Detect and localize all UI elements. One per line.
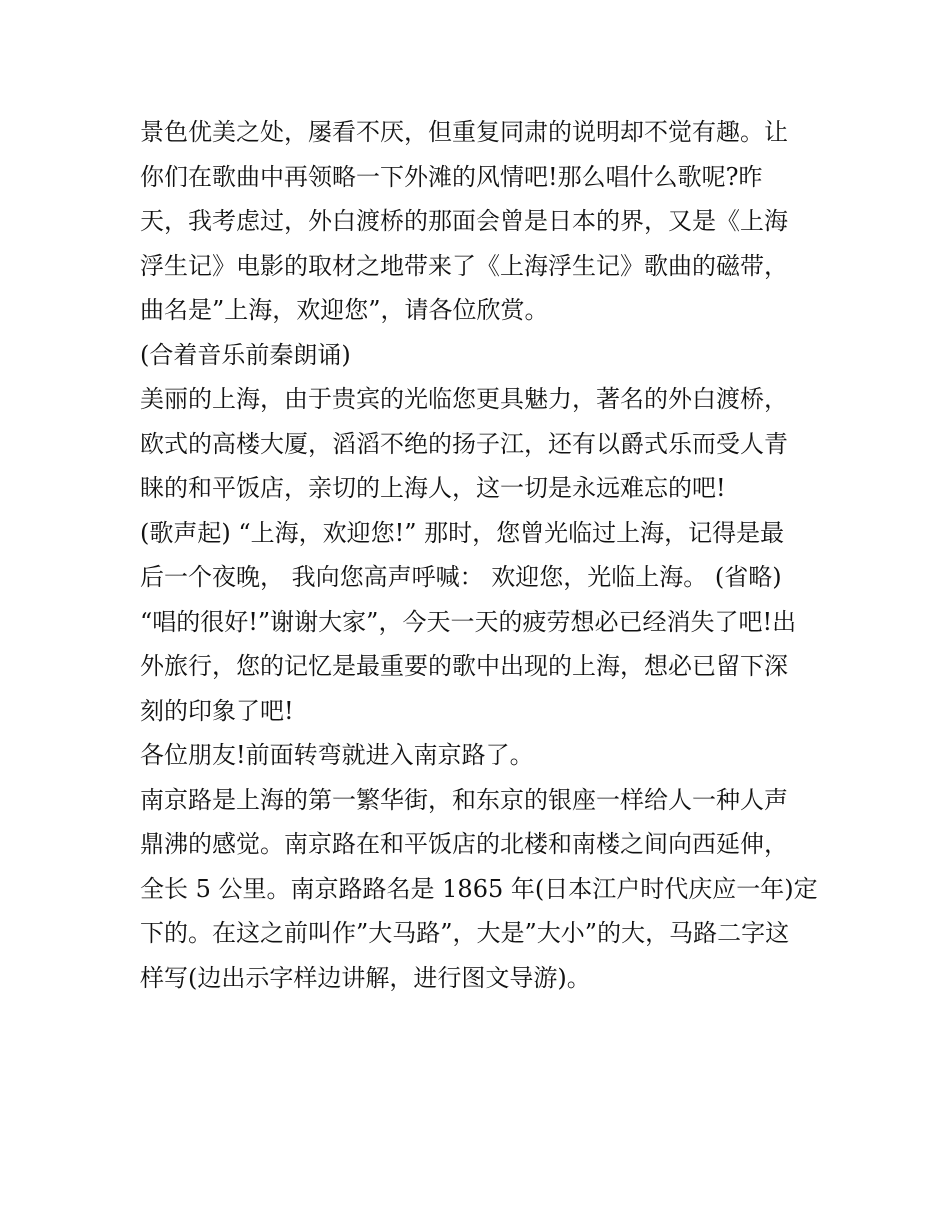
text-line: (合着音乐前秦朗诵) — [140, 340, 351, 369]
text-line: 外旅行，您的记忆是最重要的歌中出现的上海，想必已留下深 — [140, 652, 788, 680]
text-line: (歌声起) “上海，欢迎您!” 那时，您曾光临过上海，记得是最 — [140, 518, 785, 547]
text-line: 后一个夜晚， 我向您高声呼喊： 欢迎您，光临上海。 (省略) — [140, 563, 782, 591]
text-line: 浮生记》电影的取材之地带来了《上海浮生记》歌曲的磁带， — [140, 251, 788, 280]
text-line: 天，我考虑过，外白渡桥的那面会曾是日本的界，又是《上海 — [140, 207, 788, 235]
text-line: 美丽的上海，由于贵宾的光临您更具魅力，著名的外白渡桥， — [140, 385, 788, 413]
text-line: 样写(边出示字样边讲解，进行图文导游)。 — [140, 963, 591, 992]
text-line: “唱的很好!”谢谢大家”，今天一天的疲劳想必已经消失了吧!出 — [140, 607, 797, 636]
text-line: 各位朋友!前面转弯就进入南京路了。 — [140, 741, 534, 769]
text-line: 鼎沸的感觉。南京路在和平饭店的北楼和南楼之间向西延伸， — [140, 830, 788, 858]
text-line: 南京路是上海的第一繁华街，和东京的银座一样给人一种人声 — [140, 785, 788, 814]
text-line: 欧式的高楼大厦，滔滔不绝的扬子江，还有以爵式乐而受人青 — [140, 429, 788, 458]
body-text — [140, 110, 818, 1000]
text-line: 全长 5 公里。南京路路名是 1865 年(日本江户时代庆应一年)定 — [140, 874, 818, 903]
text-line: 你们在歌曲中再领略一下外滩的风情吧!那么唱什么歌呢?昨 — [140, 162, 763, 191]
text-line: 曲名是”上海，欢迎您”，请各位欣赏。 — [140, 296, 549, 324]
text-line: 睐的和平饭店，亲切的上海人，这一切是永远难忘的吧! — [140, 474, 726, 502]
text-line: 下的。在这之前叫作”大马路”，大是”大小”的大，马路二字这 — [140, 919, 790, 947]
text-line: 景色优美之处，屡看不厌，但重复同肃的说明却不觉有趣。让 — [140, 118, 788, 146]
text-line: 刻的印象了吧! — [140, 696, 294, 725]
